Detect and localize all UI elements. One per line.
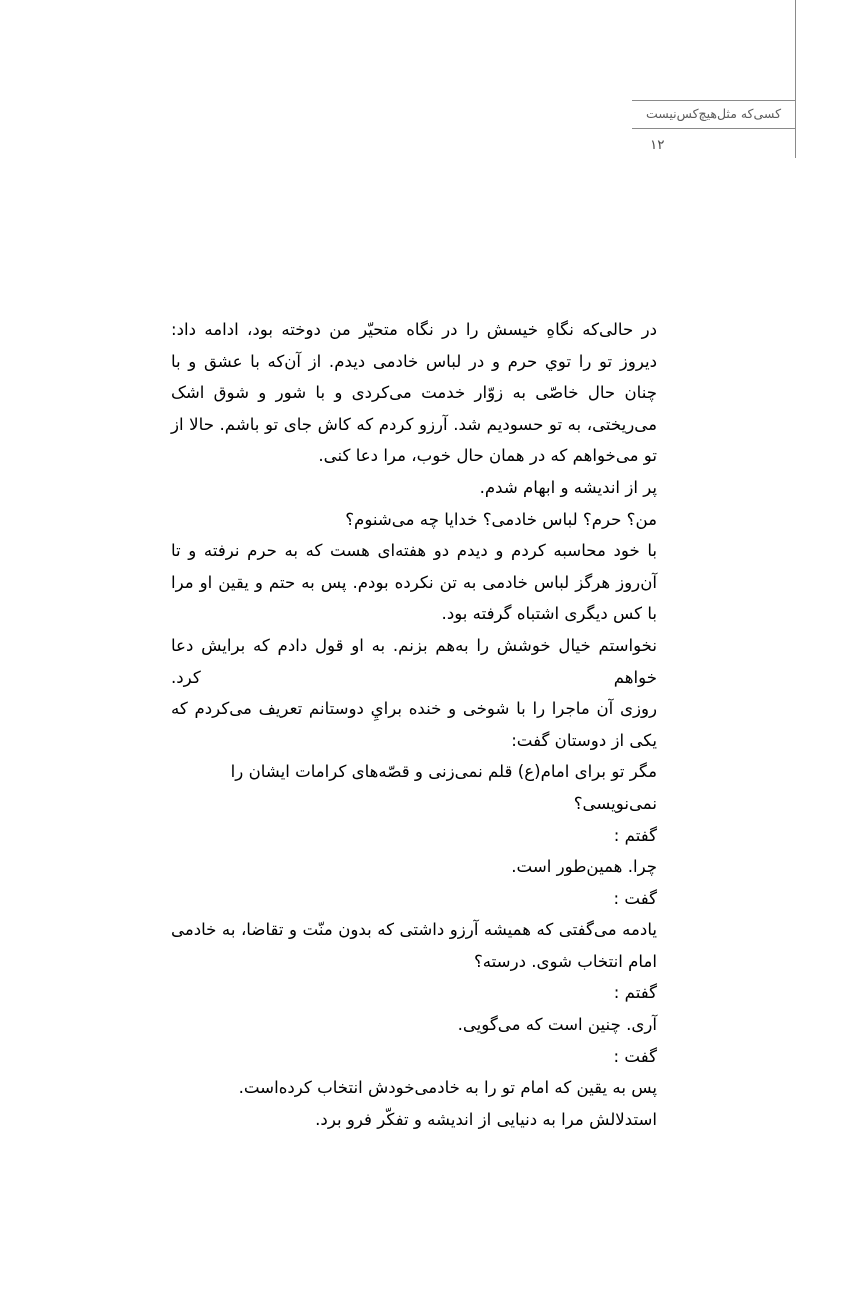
- paragraph: پس به یقین که امام تو را به خادمی‌خودش انتخاب کرده‌است.: [238, 1078, 657, 1098]
- paragraph: روزی آن ماجرا را با شوخی و خنده برايِ دوستانم تعریف می‌کردم که یکی از دوستان گفت:: [171, 699, 657, 750]
- running-header: [632, 100, 795, 153]
- running-header-title: کسی‌که مثل‌هیچ‌کس‌نیست: [645, 106, 782, 121]
- page-number-value: ۱۲: [650, 136, 665, 153]
- paragraph: پر از اندیشه و ابهام شدم.: [479, 477, 657, 497]
- paragraph: گفت :: [613, 1046, 657, 1066]
- paragraph: چرا. همین‌طور است.: [511, 857, 657, 877]
- body-text: [171, 314, 657, 1135]
- paragraph: گفتم :: [613, 983, 657, 1003]
- paragraph: من؟ حرم؟ لباس خادمی؟ خدایا چه می‌شنوم؟: [345, 509, 657, 529]
- paragraph: آری. چنین است که می‌گویی.: [457, 1015, 657, 1035]
- paragraph: گفت :: [613, 888, 657, 908]
- paragraph: یادمه می‌گفتی که همیشه آرزو داشتی که بدون منّت و تقاضا، به خادمی امام انتخاب شوی. درسته؟: [171, 920, 657, 971]
- page-number: [632, 129, 795, 153]
- paragraph: با خود محاسبه کردم و دیدم دو هفته‌ای هست که به حرم نرفته و تا آن‌روز هرگز لباس خادمی به تن نکرده بودم. پس به حتم و یقین او مرا با کس دیگری اشتباه گرفته بود.: [171, 541, 657, 624]
- paragraph: گفتم :: [613, 825, 657, 845]
- paragraph: مگر تو برای امام(ع) قلم نمی‌زنی و قصّه‌های کرامات ایشان را نمی‌نویسی؟: [230, 762, 657, 813]
- paragraph: در حالی‌که نگاهِ خیسش را در نگاه متحیّر من دوخته بود، ادامه داد: دیروز تو را توي حرم و در لباس خادمی دیدم. از آن‌که با عشق و با چنان حال خاصّی به زوّار خدمت می‌کردی و با شور و شوق اشک می‌ریختی، به تو حسودیم شد. آرزو کردم که کاش جای تو باشم. حالا از تو می‌خواهم که در همان حال خوب، مرا دعا کنی.: [171, 320, 657, 466]
- paragraph: استدلالش مرا به دنیایی از اندیشه و تفکّر فرو برد.: [315, 1109, 657, 1129]
- header-vertical-rule: [795, 0, 796, 158]
- paragraph: نخواستم خیال خوشش را به‌هم بزنم. به او قول دادم که برایش دعا خواهم کرد.: [171, 635, 657, 687]
